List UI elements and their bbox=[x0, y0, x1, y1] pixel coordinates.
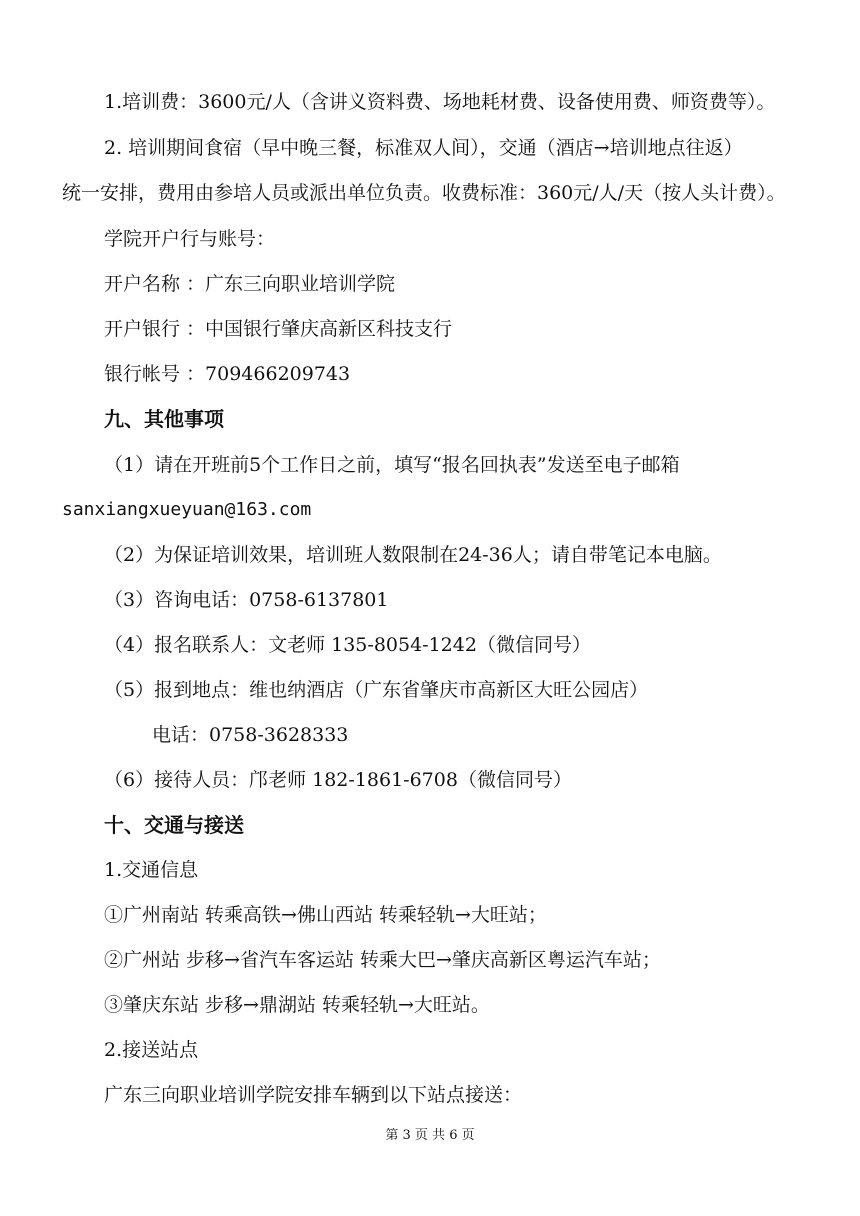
bank-account-name: 开户名称 ：广东三向职业培训学院 bbox=[104, 273, 396, 295]
section-9-item-1b-email: sanxiangxueyuan@163.com bbox=[62, 499, 312, 520]
section-9-item-1a: （1）请在开班前5个工作日之前，填写“报名回执表”发送至电子邮箱 bbox=[104, 454, 680, 476]
bank-heading: 学院开户行与账号： bbox=[104, 228, 276, 250]
page-footer: 第 3 页 共 6 页 bbox=[385, 1128, 475, 1143]
section-9-item-5: （5）报到地点：维也纳酒店（广东省肇庆市高新区大旺公园店） bbox=[104, 679, 649, 701]
route-1: ①广州南站 转乘高铁→佛山西站 转乘轻轨→大旺站； bbox=[104, 904, 547, 926]
section-9-item-5-phone: 电话：0758-3628333 bbox=[152, 724, 349, 746]
fee-line-2a: 2. 培训期间食宿（早中晚三餐，标准双人间），交通（酒店→培训地点往返） bbox=[104, 137, 743, 159]
section-9-item-4: （4）报名联系人：文老师 135-8054-1242（微信同号） bbox=[104, 634, 591, 656]
bank-account-number: 银行帐号 ：709466209743 bbox=[104, 363, 351, 385]
fee-line-1: 1.培训费：3600元/人（含讲义资料费、场地耗材费、设备使用费、师资费等）。 bbox=[104, 91, 776, 113]
section-9-title: 九、其他事项 bbox=[104, 407, 224, 431]
fee-line-2b: 统一安排，费用由参培人员或派出单位负责。收费标准：360元/人/天（按人头计费）。 bbox=[62, 182, 786, 204]
section-9-item-6: （6）接待人员：邝老师 182-1861-6708（微信同号） bbox=[104, 769, 572, 791]
section-9-item-3: （3）咨询电话：0758-6137801 bbox=[104, 589, 389, 611]
route-2: ②广州站 步移→省汽车客运站 转乘大巴→肇庆高新区粤运汽车站； bbox=[104, 949, 661, 971]
section-10-sub-1: 1.交通信息 bbox=[104, 859, 199, 881]
bank-name: 开户银行 ：中国银行肇庆高新区科技支行 bbox=[104, 318, 453, 340]
section-10-title: 十、交通与接送 bbox=[104, 813, 244, 837]
route-3: ③肇庆东站 步移→鼎湖站 转乘轻轨→大旺站。 bbox=[104, 994, 490, 1016]
section-10-sub-2: 2.接送站点 bbox=[104, 1039, 199, 1061]
pickup-note: 广东三向职业培训学院安排车辆到以下站点接送： bbox=[104, 1084, 523, 1106]
section-9-item-2: （2）为保证培训效果，培训班人数限制在24-36人；请自带笔记本电脑。 bbox=[104, 544, 722, 566]
